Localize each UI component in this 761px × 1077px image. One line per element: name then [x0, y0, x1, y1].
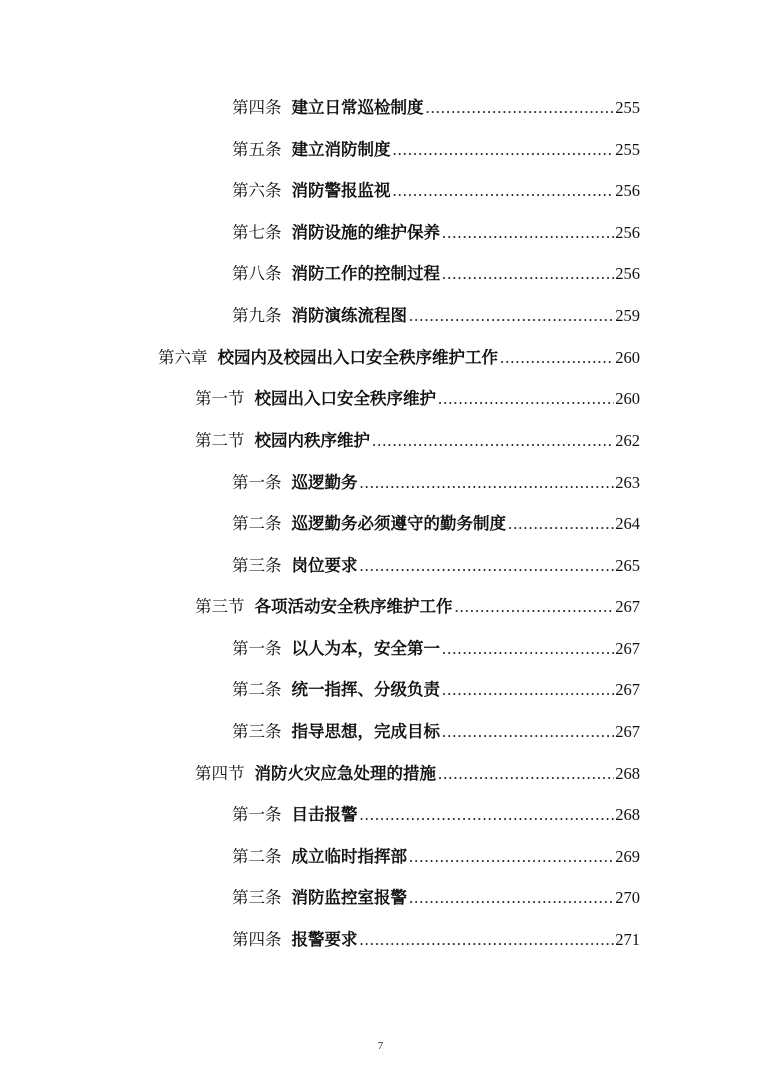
- toc-entry[interactable]: [232, 179, 640, 203]
- toc-entry[interactable]: [232, 304, 640, 328]
- toc-entry[interactable]: [232, 554, 640, 578]
- toc-entry-number: 第六条: [232, 181, 282, 200]
- toc-entry-number: 第二节: [195, 431, 245, 450]
- toc-entry[interactable]: [158, 346, 640, 370]
- toc-entry-title: 消防监控室报警: [291, 888, 407, 907]
- toc-dot-leader: [360, 554, 615, 578]
- toc-entry-number: 第三条: [232, 888, 282, 907]
- toc-entry[interactable]: [232, 845, 640, 869]
- toc-entry-number: 第八条: [232, 264, 282, 283]
- toc-entry-number: 第二条: [232, 680, 282, 699]
- toc-entry-page: 267: [615, 639, 640, 658]
- toc-entry-number: 第四节: [195, 764, 245, 783]
- toc-entry-page: 260: [615, 348, 640, 367]
- toc-entry-number: 第一节: [195, 389, 245, 408]
- toc-entry-title: 消防演练流程图: [291, 306, 407, 325]
- toc-entry-title: 巡逻勤务: [291, 473, 358, 492]
- toc-entry-page: 269: [615, 847, 640, 866]
- toc-entry-number: 第一条: [232, 639, 282, 658]
- toc-dot-leader: [372, 429, 614, 453]
- toc-entry[interactable]: [232, 512, 640, 536]
- toc-entry-title: 指导思想，完成目标: [291, 722, 440, 741]
- toc-entry-title: 成立临时指挥部: [291, 847, 407, 866]
- toc-entry-number: 第一条: [232, 805, 282, 824]
- toc-entry-number: 第四条: [232, 98, 282, 117]
- toc-entry[interactable]: [232, 262, 640, 286]
- toc-dot-leader: [409, 845, 614, 869]
- toc-entry-number: 第二条: [232, 514, 282, 533]
- toc-entry-page: 271: [615, 930, 640, 949]
- toc-entry[interactable]: [232, 637, 640, 661]
- toc-dot-leader: [360, 928, 615, 952]
- toc-dot-leader: [393, 138, 615, 162]
- toc-entry[interactable]: [195, 595, 640, 619]
- toc-dot-leader: [455, 595, 615, 619]
- toc-entry-number: 第九条: [232, 306, 282, 325]
- toc-entry-page: 267: [615, 597, 640, 616]
- toc-entry-title: 消防火灾应急处理的措施: [254, 764, 436, 783]
- toc-dot-leader: [442, 720, 614, 744]
- toc-entry[interactable]: [232, 803, 640, 827]
- toc-entry-page: 255: [615, 98, 640, 117]
- toc-dot-leader: [360, 803, 615, 827]
- toc-entry-page: 268: [615, 805, 640, 824]
- toc-entry-page: 265: [615, 556, 640, 575]
- toc-entry-title: 消防工作的控制过程: [291, 264, 440, 283]
- toc-entry-number: 第六章: [158, 348, 208, 367]
- toc-entry-page: 263: [615, 473, 640, 492]
- toc-entry-page: 270: [615, 888, 640, 907]
- toc-entry-page: 264: [615, 514, 640, 533]
- toc-entry-number: 第四条: [232, 930, 282, 949]
- toc-entry-title: 消防设施的维护保养: [291, 223, 440, 242]
- toc-entry-title: 目击报警: [291, 805, 358, 824]
- toc-entry-page: 260: [615, 389, 640, 408]
- toc-entry-title: 以人为本，安全第一: [291, 639, 440, 658]
- toc-entry[interactable]: [232, 720, 640, 744]
- toc-entry-title: 建立日常巡检制度: [291, 98, 424, 117]
- toc-entry-title: 岗位要求: [291, 556, 358, 575]
- toc-entry[interactable]: [232, 138, 640, 162]
- toc-entry-page: 267: [615, 722, 640, 741]
- toc-entry[interactable]: [232, 886, 640, 910]
- toc-entry-number: 第二条: [232, 847, 282, 866]
- toc-entry-number: 第三条: [232, 722, 282, 741]
- toc-dot-leader: [442, 637, 614, 661]
- toc-entry-page: 256: [615, 264, 640, 283]
- toc-entry[interactable]: [232, 96, 640, 120]
- page-number: 7: [377, 1040, 384, 1052]
- toc-entry[interactable]: [195, 762, 640, 786]
- toc-dot-leader: [438, 762, 614, 786]
- toc-dot-leader: [438, 387, 614, 411]
- toc-entry[interactable]: [232, 928, 640, 952]
- toc-entry-page: 268: [615, 764, 640, 783]
- toc-dot-leader: [409, 304, 614, 328]
- toc-entry-page: 256: [615, 223, 640, 242]
- toc-entry[interactable]: [232, 678, 640, 702]
- toc-dot-leader: [442, 262, 614, 286]
- toc-entry[interactable]: [232, 471, 640, 495]
- toc-entry-title: 校园出入口安全秩序维护: [254, 389, 436, 408]
- toc-entry-title: 消防警报监视: [291, 181, 391, 200]
- toc-entry-title: 校园内及校园出入口安全秩序维护工作: [217, 348, 498, 367]
- toc-entry-page: 267: [615, 680, 640, 699]
- toc-entry-title: 建立消防制度: [291, 140, 391, 159]
- toc-entry[interactable]: [195, 387, 640, 411]
- toc-entry-page: 259: [615, 306, 640, 325]
- toc-entry-number: 第七条: [232, 223, 282, 242]
- toc-entry-title: 报警要求: [291, 930, 358, 949]
- toc-entry-title: 巡逻勤务必须遵守的勤务制度: [291, 514, 506, 533]
- toc-dot-leader: [409, 886, 614, 910]
- toc-entry[interactable]: [232, 221, 640, 245]
- toc-entry[interactable]: [195, 429, 640, 453]
- toc-dot-leader: [500, 346, 614, 370]
- toc-entry-page: 262: [615, 431, 640, 450]
- toc-entry-title: 校园内秩序维护: [254, 431, 370, 450]
- toc-dot-leader: [442, 221, 614, 245]
- toc-entry-number: 第一条: [232, 473, 282, 492]
- toc-entry-page: 255: [615, 140, 640, 159]
- toc-dot-leader: [426, 96, 615, 120]
- toc-entry-page: 256: [615, 181, 640, 200]
- toc-dot-leader: [442, 678, 614, 702]
- toc-entry-title: 各项活动安全秩序维护工作: [254, 597, 453, 616]
- toc-entry-number: 第三节: [195, 597, 245, 616]
- toc-entry-title: 统一指挥、分级负责: [291, 680, 440, 699]
- toc-dot-leader: [393, 179, 615, 203]
- toc-dot-leader: [508, 512, 614, 536]
- toc-entry-number: 第三条: [232, 556, 282, 575]
- toc-entry-number: 第五条: [232, 140, 282, 159]
- toc-dot-leader: [360, 471, 615, 495]
